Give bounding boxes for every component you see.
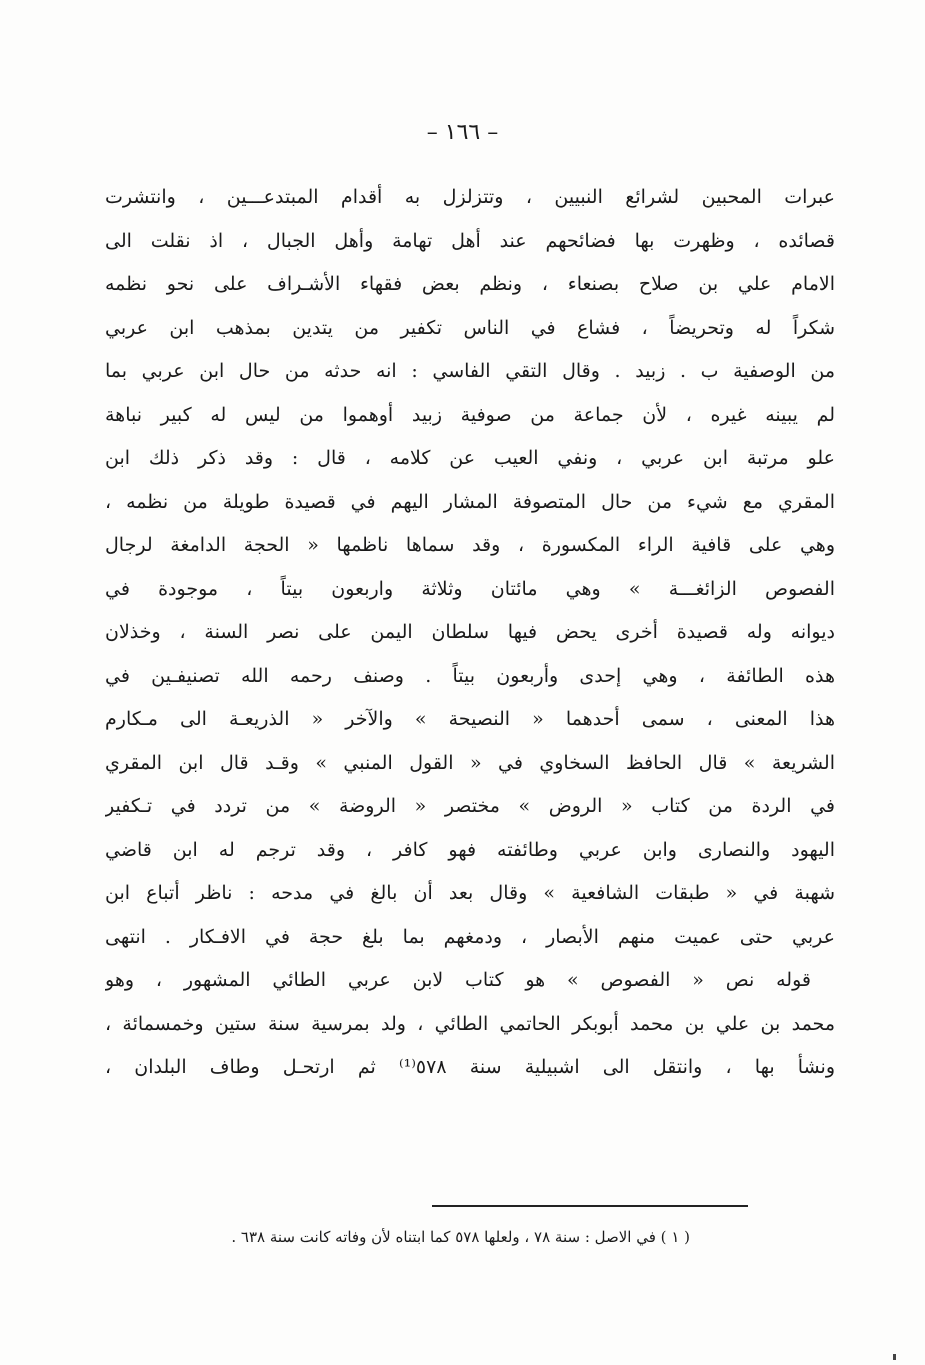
text-line-16: اليهود والنصارى وابن عربي وطائفته فهو كافر ، وقد ترجم له ابن قاضي	[105, 838, 835, 861]
text-line-20: محمد بن علي بن محمد أبوبكر الحاتمي الطائي ، ولد بمرسية سنة ستين وخمسمائة ،	[105, 1012, 835, 1035]
text-line-19: قوله نص « الفصوص » هو كتاب لابن عربي الطائي المشهور ، وهو	[105, 969, 811, 991]
text-line-12: هذه الطائفة ، وهي إحدى وأربعون بيتاً . وصنف رحمه الله تصنيفـين في	[105, 664, 835, 687]
text-line-17: شهبة في « طبقات الشافعية » وقال بعد أن بالغ في مدحه : ناظر أتباع ابن	[105, 882, 835, 904]
text-line-15: في الردة من كتاب « الروض » مختصر « الروضة » من تردد في تـكفير	[105, 795, 835, 817]
text-line-21: ونشأ بها ، وانتقل الى اشبيلية سنة ٥٧٨⁽¹⁾ ثم ارتحـل وطاف البلدان ،	[105, 1056, 835, 1078]
footnote: ( ١ ) في الاصل : سنة ٧٨ ، ولعلها ٥٧٨ كما ابتناه لأن وفاته كانت سنة ٦٣٨ .	[231, 1228, 690, 1246]
text-line-14: الشريعة » قال الحافظ السخاوي في « القول المنبي » وقـد قال ابن المقري	[105, 751, 835, 774]
body-text	[105, 176, 835, 1090]
text-line-10: الفصوص الزائغـــة » وهي مائتان وثلاثة واربعون بيتاً ، موجودة في	[105, 577, 835, 600]
text-line-6: لم يبينه غيره ، لأن جماعة من صوفية زبيد أوهموا من ليس له كبير نباهة	[105, 403, 835, 426]
text-line-8: المقري مع شيء من حال المتصوفة المشار اليهم في قصيدة طويلة من نظمه ،	[105, 490, 835, 513]
text-line-1: عبرات المحبين لشرائع النبيين ، وتتزلزل به أقدام المبتدعـــين ، وانتشرت	[105, 186, 835, 208]
text-line-18: عربي حتى عميت منهم الأبصار ، ودمغهم بما بلغ حجة في الافـكار . انتهى	[105, 925, 835, 948]
footnote-divider	[432, 1205, 748, 1207]
text-line-7: علو مرتبة ابن عربي ، ونفي العيب عن كلامه ، قال : وقد ذكر ذلك ابن	[105, 447, 835, 469]
page-number: – ١٦٦ –	[426, 120, 499, 145]
text-line-5: من الوصفية ب . زبيد . وقال التقي الفاسي : انه حدثه من حال ابن عربي بما	[105, 360, 835, 382]
text-line-4: شكراً له وتحريضاً ، فشاع في الناس تكفير من يتدين بمذهب ابن عربي	[105, 316, 835, 339]
text-line-9: وهي على قافية الراء المكسورة ، وقد سماها ناظمها « الحجة الدامغة لرجال	[105, 534, 835, 556]
text-line-3: الامام علي بن صلاح بصنعاء ، ونظم بعض فقهاء الأشـراف على نحو نظمه	[105, 273, 835, 295]
text-line-2: قصائده ، وظهرت بها فضائحهم عند أهل تهامة وأهل الجبال ، اذ نقلت الى	[105, 229, 835, 252]
text-line-11: ديوانه وله قصيدة أخرى يحض فيها سلطان اليمن على نصر السنة ، وخذلان	[105, 621, 835, 643]
scan-speck	[893, 1354, 896, 1360]
text-line-13: هذا المعنى ، سمى أحدهما « النصيحة » والآخر « الذريعـة الى مـكارم	[105, 708, 835, 730]
